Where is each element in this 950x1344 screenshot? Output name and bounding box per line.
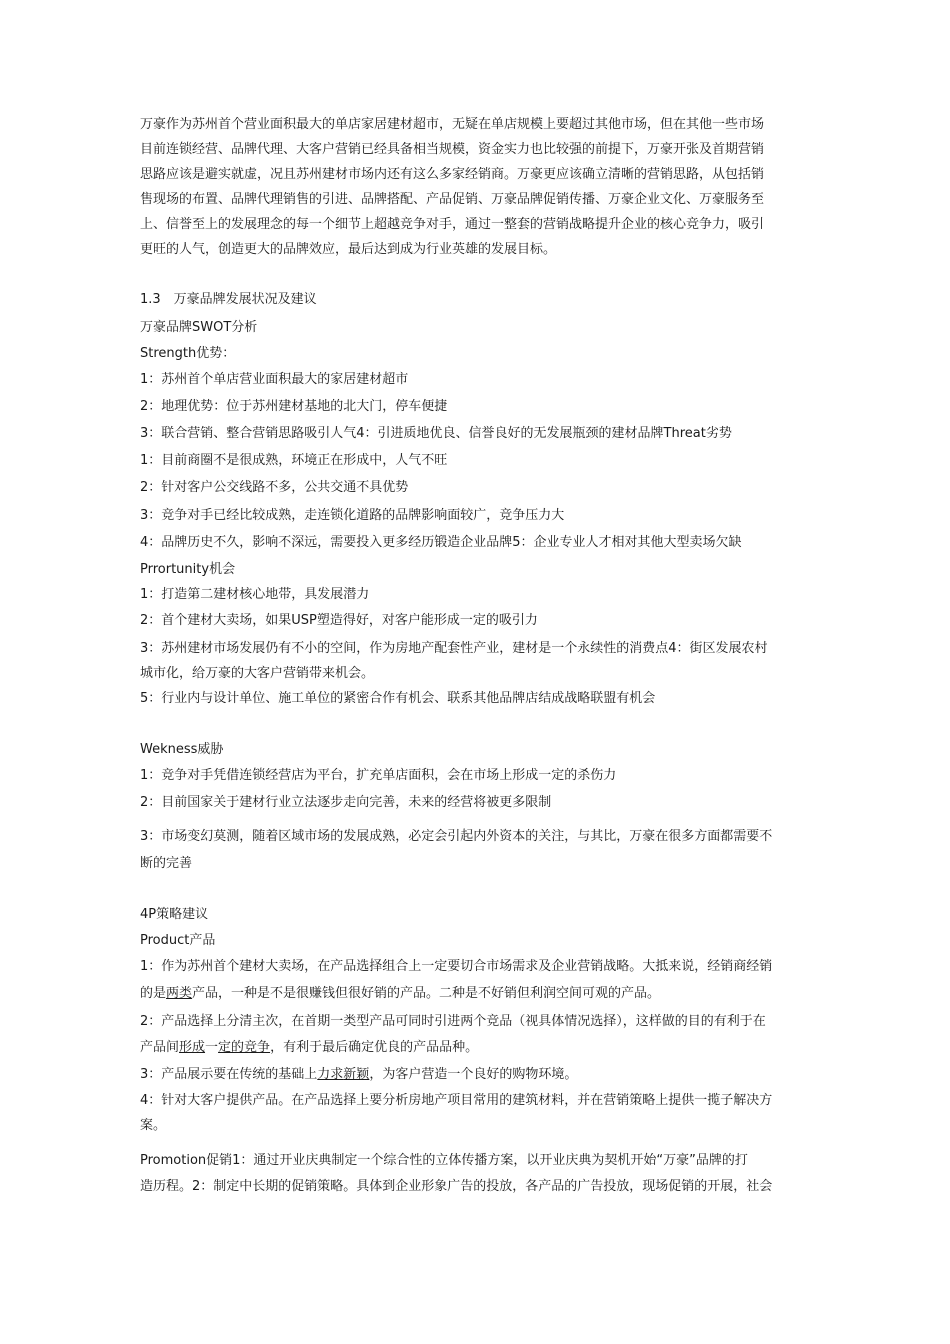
strength-item: 2：地理优势：位于苏州建材基地的北大门，停车便捷 bbox=[140, 399, 448, 414]
strength-heading: Strength优势： bbox=[140, 346, 236, 361]
product-item-continued bbox=[140, 981, 816, 1006]
underlined-text: 定的竞争 bbox=[218, 1040, 271, 1055]
promotion-item-continued: 造历程。2：制定中长期的促销策略。具体到企业形象广告的投放，各产品的广告投放，现场促销的开展，社会 bbox=[140, 1179, 773, 1194]
promotion-item: Promotion促销1：通过开业庆典制定一个综合性的立体传播方案，以开业庆典为契机开始“万豪”品牌的打 bbox=[140, 1153, 748, 1168]
strength-item: 1：苏州首个单店营业面积最大的家居建材超市 bbox=[140, 372, 409, 387]
swot-title: 万豪品牌SWOT分析 bbox=[140, 320, 258, 335]
intro-line: 思路应该是避实就虚，况且苏州建材市场内还有这么多家经销商。万豪更应该确立清晰的营销思路，从包括销 bbox=[140, 167, 765, 182]
intro-line: 万豪作为苏州首个营业面积最大的单店家居建材超市，无疑在单店规模上要超过其他市场，但在其他一些市场 bbox=[140, 117, 765, 132]
opportunity-heading: Prrortunity机会 bbox=[140, 562, 236, 577]
weakness-item: 1：竞争对手凭借连锁经营店为平台，扩充单店面积，会在市场上形成一定的杀伤力 bbox=[140, 768, 617, 783]
intro-line: 更旺的人气，创造更大的品牌效应，最后达到成为行业英雄的发展目标。 bbox=[140, 242, 557, 257]
strength-item: 3：联合营销、整合营销思路吸引人气4：引进质地优良、信誉良好的无发展瓶颈的建材品牌Threat劣势 bbox=[140, 426, 732, 441]
opportunity-item: 城市化，给万豪的大客户营销带来机会。 bbox=[140, 666, 375, 681]
product-item: 1：作为苏州首个建材大卖场，在产品选择组合上一定要切合市场需求及企业营销战略。大抵来说，经销商经销 bbox=[140, 959, 773, 974]
section-heading: 1.3 万豪品牌发展状况及建议 bbox=[140, 292, 317, 307]
intro-line: 目前连锁经营、品牌代理、大客户营销已经具备相当规模，资金实力也比较强的前提下，万豪开张及首期营销 bbox=[140, 142, 765, 157]
threat-item: 2：针对客户公交线路不多，公共交通不具优势 bbox=[140, 480, 409, 495]
text-run: 产品间 bbox=[140, 1040, 180, 1055]
text-run: 产品，一种是不是很赚钱但很好销的产品。二种是不好销但利润空间可观的产品。 bbox=[192, 986, 661, 1001]
opportunity-item: 5：行业内与设计单位、施工单位的紧密合作有机会、联系其他品牌店结成战略联盟有机会 bbox=[140, 691, 656, 706]
weakness-heading: Wekness威胁 bbox=[140, 742, 224, 757]
text-run: ，有利于最后确定优良的产品品种。 bbox=[270, 1040, 479, 1055]
text-run: 3：产品展示要在传统的基础上 bbox=[140, 1067, 318, 1082]
underlined-text: 两类 bbox=[166, 986, 193, 1001]
opportunity-item: 1：打造第二建材核心地带，具发展潜力 bbox=[140, 587, 370, 602]
text-run: 的是 bbox=[140, 986, 167, 1001]
threat-item: 3：竞争对手已经比较成熟，走连锁化道路的品牌影响面较广，竞争压力大 bbox=[140, 508, 565, 523]
product-item bbox=[140, 1062, 816, 1087]
weakness-item: 3：市场变幻莫测，随着区域市场的发展成熟，必定会引起内外资本的关注，与其比，万豪在很多方面都需要不 bbox=[140, 829, 773, 844]
threat-item: 4：品牌历史不久，影响不深远，需要投入更多经历锻造企业品牌5：企业专业人才相对其他大型卖场欠缺 bbox=[140, 535, 742, 550]
product-item-continued: 案。 bbox=[140, 1118, 167, 1133]
product-item-continued bbox=[140, 1035, 816, 1060]
text-run: ，为客户营造一个良好的购物环境。 bbox=[369, 1067, 578, 1082]
underlined-text: 形成 bbox=[179, 1040, 206, 1055]
intro-line: 上、信誉至上的发展理念的每一个细节上超越竞争对手，通过一整套的营销战略提升企业的核心竞争力，吸引 bbox=[140, 217, 765, 232]
product-item: 4：针对大客户提供产品。在产品选择上要分析房地产项目常用的建筑材料，并在营销策略上提供一揽子解决方 bbox=[140, 1093, 773, 1108]
text-run: 一 bbox=[205, 1040, 219, 1055]
weakness-item-continued: 断的完善 bbox=[140, 856, 193, 871]
product-heading: Product产品 bbox=[140, 933, 216, 948]
intro-line: 售现场的布置、品牌代理销售的引进、品牌搭配、产品促销、万豪品牌促销传播、万豪企业文化、万豪服务至 bbox=[140, 192, 765, 207]
weakness-item: 2：目前国家关于建材行业立法逐步走向完善，未来的经营将被更多限制 bbox=[140, 795, 552, 810]
threat-item: 1：目前商圈不是很成熟，环境正在形成中，人气不旺 bbox=[140, 453, 448, 468]
underlined-text: 力求 bbox=[317, 1067, 344, 1082]
product-item: 2：产品选择上分清主次，在首期一类型产品可同时引进两个竞品（视具体情况选择），这样做的目的有利于在 bbox=[140, 1014, 766, 1029]
opportunity-item: 2：首个建材大卖场，如果USP塑造得好，对客户能形成一定的吸引力 bbox=[140, 613, 538, 628]
opportunity-item: 3：苏州建材市场发展仍有不小的空间，作为房地产配套性产业，建材是一个永续性的消费点4：街区发展农村 bbox=[140, 641, 768, 656]
four-p-heading: 4P策略建议 bbox=[140, 907, 209, 922]
underlined-text: 新颖 bbox=[343, 1067, 370, 1082]
